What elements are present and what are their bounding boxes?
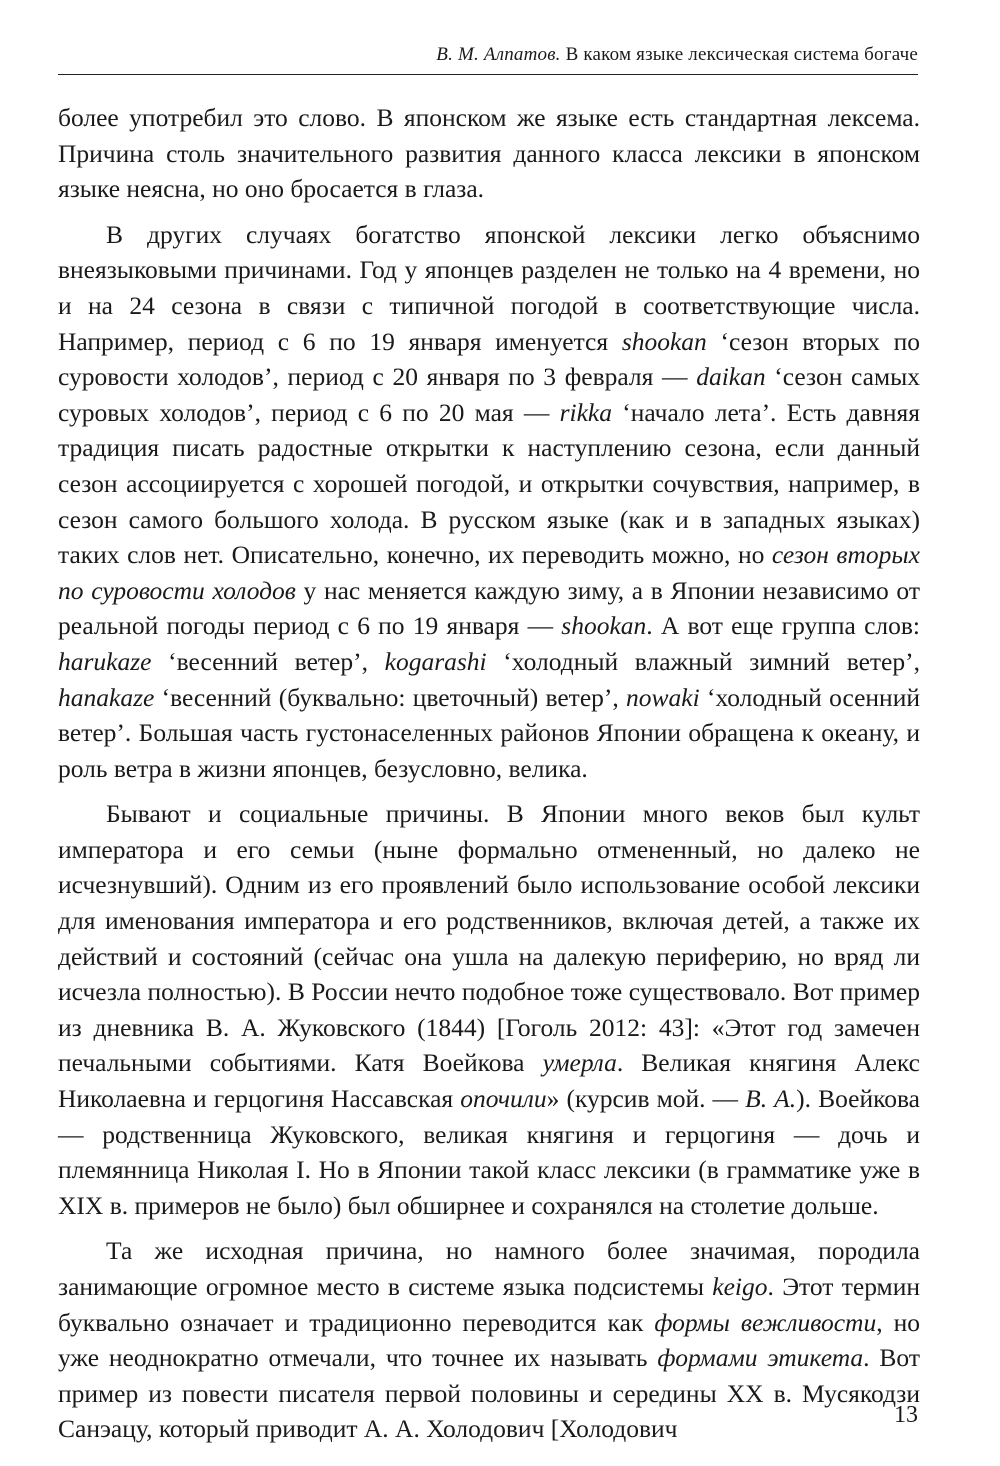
text-run: ‘сезон самых суровых холодов’, период с 6 по 20 мая —	[58, 362, 920, 427]
text-run: . Великая княгиня Алекс Николаевна и герцогиня Нассавская	[58, 1048, 920, 1114]
text-run: у нас меняется каждую зиму, а в Японии независимо от реальной погоды период с 6 по 19 января —	[58, 575, 920, 641]
text-run: ‘сезон вторых по суровости холодов’, период с 20 января по 3 февраля —	[58, 326, 920, 392]
text-run: ‘холодный осенний ветер’. Большая часть густонаселенных районов Японии обращена к океану, и роль ветра в жизни японцев, безусловно, велика.	[58, 682, 920, 783]
text-run: Та же исходная причина, но намного более значимая, породила занимающие огромное место в системе языка подсистемы	[58, 1236, 920, 1301]
paragraph-2	[58, 217, 920, 787]
text-run: ). Воейкова — родственница Жуковского, великая княгиня и герцогиня — дочь и племянница Николая I. Но в Японии такой класс лексики (в грамматике уже в XIX в. примеров не было) был обширнее и сохранялся на столетие дольше.	[58, 1084, 920, 1220]
body-text	[58, 100, 920, 1447]
text-run: » (курсив мой. —	[546, 1084, 746, 1114]
italic-term: keigo	[712, 1272, 768, 1301]
text-run: В других случаях богатство японской лексики легко объяснимо внеязыковыми причинами. Год у японцев разделен не только на 4 времени, но и на 24 сезона в связи с типичной погодой в соответствующие числа. Например, период с 6 по 19 января именуется	[58, 219, 920, 356]
text-run: . А вот еще группа слов:	[646, 611, 921, 641]
text-run: ‘весенний (буквально: цветочный) ветер’,	[154, 682, 627, 712]
italic-term: сезон вторых по суровости холодов	[58, 540, 920, 605]
paragraph-3	[58, 796, 920, 1223]
italic-term: умерла	[542, 1048, 617, 1078]
header-title: В каком языке лексическая система богаче	[565, 44, 918, 65]
italic-term: опочили	[460, 1084, 547, 1114]
italic-term: harukaze	[58, 646, 152, 676]
italic-term: формами этикета	[657, 1343, 864, 1373]
text-run: более употребил это слово. В японском же языке есть стандартная лексема. Причина столь значительного развития данного класса лексики в японском языке неясна, но оно бросается в глаза.	[58, 103, 920, 204]
italic-term: nowaki	[626, 682, 700, 712]
italic-term: rikka	[559, 397, 613, 427]
text-run: . Этот термин буквально означает и традиционно переводится как	[58, 1272, 920, 1337]
text-run: ‘холодный влажный зимний ветер’,	[486, 646, 920, 676]
text-run: , но уже неоднократно отмечали, что точнее их называть	[58, 1307, 921, 1373]
text-run: . Вот пример из повести писателя первой половины и середины XX в. Мусякодзи Санэацу, который приводит А. А. Холодович [Холодович	[58, 1343, 920, 1444]
text-run: Бывают и социальные причины. В Японии много веков был культ императора и его семьи (ныне формально отмененный, но далеко не исчезнувший). Одним из его проявлений было использование особой лексики для именования императора и его родственников, включая детей, а также их действий и состояний (сейчас она ушла на далекую периферию, но вряд ли исчезла полностью). В России нечто подобное тоже существовало. Вот пример из дневника В. А. Жуковского (1844) [Гоголь 2012: 43]: «Этот год замечен печальными событиями. Катя Воейкова	[58, 799, 920, 1078]
text-run: ‘начало лета’. Есть давняя традиция писать радостные открытки к наступлению сезона, если данный сезон ассоциируется с хорошей погодой, и открытки сочувствия, например, в сезон самого большого холода. В русском языке (как и в западных языках) таких слов нет. Описательно, конечно, их переводить можно, но	[58, 397, 920, 570]
italic-term: shookan	[621, 326, 707, 356]
header-author: В. М. Алпатов.	[436, 44, 561, 65]
italic-term: shookan	[561, 611, 647, 641]
italic-term: hanakaze	[58, 682, 155, 712]
paragraph-1	[58, 100, 920, 207]
italic-term: kogarashi	[384, 646, 487, 676]
italic-term: формы вежливости	[654, 1307, 877, 1337]
italic-term: daikan	[696, 362, 766, 392]
running-header	[58, 44, 918, 75]
page-number: 13	[894, 1402, 918, 1428]
text-run: ‘весенний ветер’,	[151, 646, 385, 676]
italic-term: В. А.	[745, 1084, 797, 1114]
paragraph-4	[58, 1233, 920, 1447]
